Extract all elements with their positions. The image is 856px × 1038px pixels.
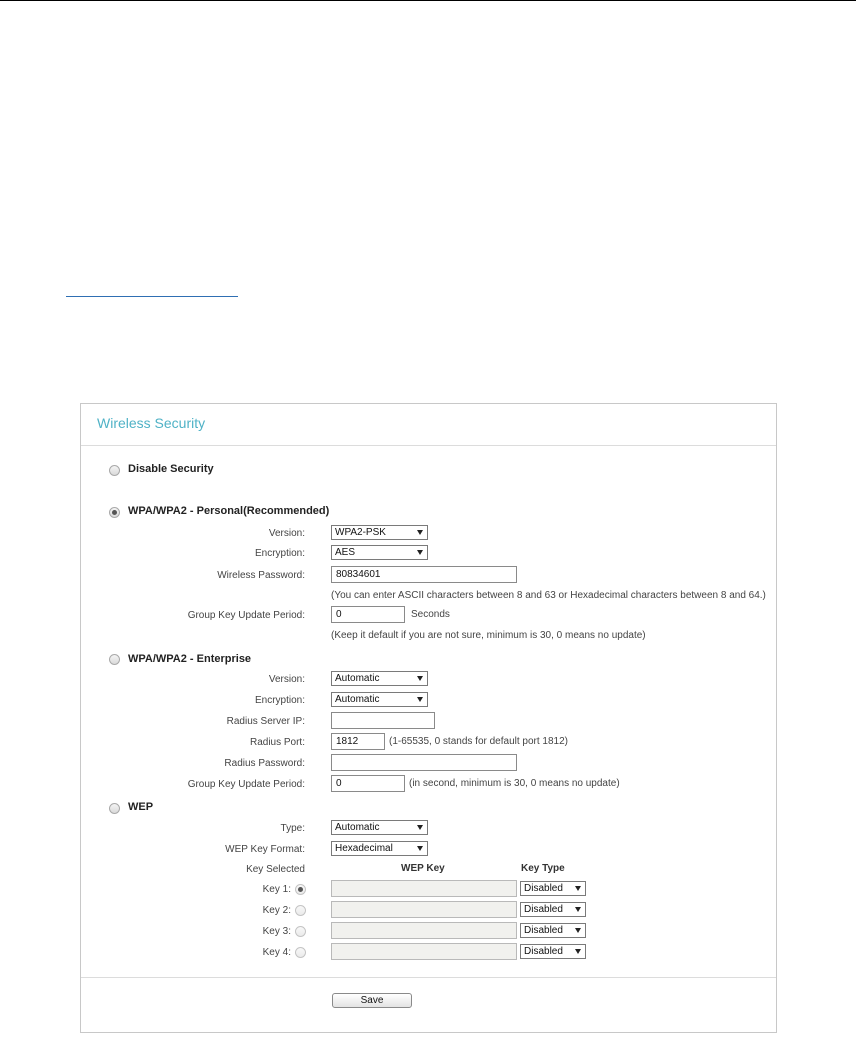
wep-label: WEP <box>128 801 154 813</box>
key-3-radio[interactable] <box>295 926 306 937</box>
personal-encryption-value: AES <box>335 547 356 558</box>
enterprise-encryption-label: Encryption: <box>254 695 305 706</box>
key-1-type-value: Disabled <box>524 883 563 894</box>
key-3-label: Key 3: <box>262 926 291 937</box>
wep-type-value: Automatic <box>335 822 380 833</box>
enterprise-group-key-label: Group Key Update Period: <box>187 779 305 790</box>
wep-radio[interactable] <box>109 803 120 814</box>
wpa-enterprise-label: WPA/WPA2 - Enterprise <box>128 653 252 665</box>
dropdown-arrow-icon <box>417 697 423 702</box>
key-2-radio[interactable] <box>295 905 306 916</box>
radius-port-hint: (1-65535, 0 stands for default port 1812) <box>389 736 569 747</box>
enterprise-version-label: Version: <box>268 674 305 685</box>
key-3-type-value: Disabled <box>524 925 563 936</box>
dropdown-arrow-icon <box>417 530 423 535</box>
wep-type-select[interactable] <box>331 820 428 835</box>
enterprise-encryption-value: Automatic <box>335 694 380 705</box>
radius-server-ip-input[interactable] <box>331 712 435 729</box>
key-4-input[interactable] <box>331 943 517 960</box>
key-1-type-select[interactable] <box>520 881 586 896</box>
dropdown-arrow-icon <box>575 907 581 912</box>
key-4-type-select[interactable] <box>520 944 586 959</box>
enterprise-encryption-select[interactable] <box>331 692 428 707</box>
personal-version-value: WPA2-PSK <box>335 527 386 538</box>
key-2-label: Key 2: <box>262 905 291 916</box>
disable-security-radio[interactable] <box>109 465 120 476</box>
dropdown-arrow-icon <box>575 928 581 933</box>
personal-group-key-label: Group Key Update Period: <box>187 610 305 621</box>
wep-format-label: WEP Key Format: <box>225 844 305 855</box>
wpa-enterprise-radio[interactable] <box>109 654 120 665</box>
enterprise-group-key-input[interactable]: 0 <box>331 775 405 792</box>
key-type-header: Key Type <box>521 863 565 874</box>
disable-security-label: Disable Security <box>128 463 214 475</box>
key-4-type-value: Disabled <box>524 946 563 957</box>
personal-group-key-unit: Seconds <box>411 609 450 620</box>
wireless-password-hint: (You can enter ASCII characters between 8 and 63 or Hexadecimal characters between 8 and 64.) <box>331 590 766 601</box>
footer-divider <box>81 977 776 978</box>
dropdown-arrow-icon <box>417 550 423 555</box>
personal-version-select[interactable] <box>331 525 428 540</box>
title-divider <box>81 445 776 446</box>
wpa-personal-label: WPA/WPA2 - Personal(Recommended) <box>128 505 330 517</box>
dropdown-arrow-icon <box>417 825 423 830</box>
personal-encryption-label: Encryption: <box>254 548 305 559</box>
wireless-password-input[interactable]: 80834601 <box>331 566 517 583</box>
key-4-label: Key 4: <box>262 947 291 958</box>
personal-version-label: Version: <box>268 528 305 539</box>
dropdown-arrow-icon <box>575 886 581 891</box>
key-1-input[interactable] <box>331 880 517 897</box>
personal-group-key-input[interactable]: 0 <box>331 606 405 623</box>
key-3-type-select[interactable] <box>520 923 586 938</box>
wep-key-header: WEP Key <box>401 863 445 874</box>
key-2-type-value: Disabled <box>524 904 563 915</box>
enterprise-version-value: Automatic <box>335 673 380 684</box>
radius-port-input[interactable]: 1812 <box>331 733 385 750</box>
wireless-password-label: Wireless Password: <box>217 570 305 581</box>
wep-format-value: Hexadecimal <box>335 843 393 854</box>
page-top-rule <box>0 0 856 1</box>
radius-password-label: Radius Password: <box>224 758 305 769</box>
wpa-personal-radio[interactable] <box>109 507 120 518</box>
radius-password-input[interactable] <box>331 754 517 771</box>
wep-format-select[interactable] <box>331 841 428 856</box>
dropdown-arrow-icon <box>417 846 423 851</box>
radius-port-label: Radius Port: <box>249 737 305 748</box>
panel-title: Wireless Security <box>97 415 206 431</box>
personal-encryption-select[interactable] <box>331 545 428 560</box>
key-selected-header: Key Selected <box>246 864 305 875</box>
key-4-radio[interactable] <box>295 947 306 958</box>
key-1-label: Key 1: <box>262 884 291 895</box>
personal-group-key-hint: (Keep it default if you are not sure, minimum is 30, 0 means no update) <box>331 630 646 641</box>
key-2-input[interactable] <box>331 901 517 918</box>
key-3-input[interactable] <box>331 922 517 939</box>
save-button[interactable]: Save <box>332 993 412 1008</box>
enterprise-group-key-hint: (in second, minimum is 30, 0 means no update) <box>409 778 620 789</box>
key-1-radio[interactable] <box>295 884 306 895</box>
wep-type-label: Type: <box>280 823 305 834</box>
dropdown-arrow-icon <box>575 949 581 954</box>
hyperlink-underline <box>66 296 238 297</box>
radius-server-ip-label: Radius Server IP: <box>226 716 305 727</box>
key-2-type-select[interactable] <box>520 902 586 917</box>
dropdown-arrow-icon <box>417 676 423 681</box>
enterprise-version-select[interactable] <box>331 671 428 686</box>
wireless-security-panel <box>80 403 777 1033</box>
